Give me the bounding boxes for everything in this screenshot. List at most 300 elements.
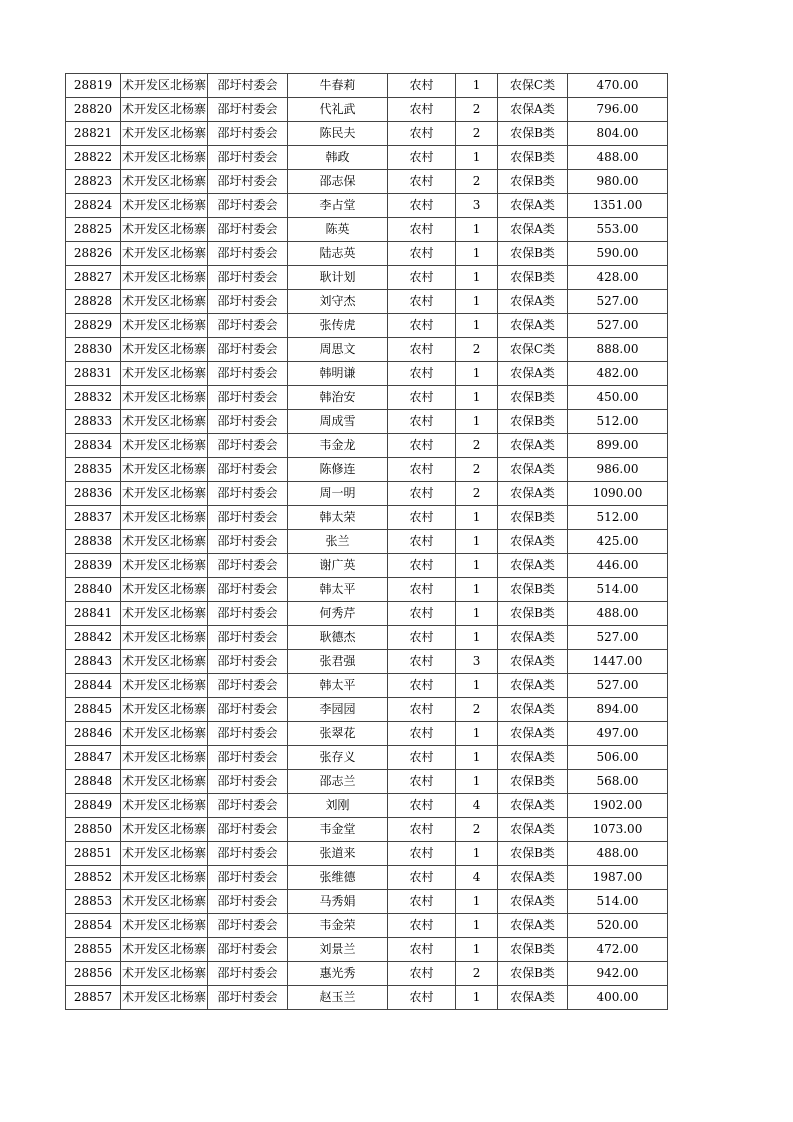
- cell-count: 3: [456, 194, 498, 218]
- cell-name: 韦金龙: [288, 434, 388, 458]
- cell-count: 1: [456, 626, 498, 650]
- cell-village: 邵圩村委会: [208, 242, 288, 266]
- cell-amount: 512.00: [568, 410, 668, 434]
- cell-id: 28850: [66, 818, 121, 842]
- cell-count: 1: [456, 842, 498, 866]
- cell-type: 农村: [388, 122, 456, 146]
- cell-district: 术开发区北杨寨: [121, 362, 208, 386]
- cell-count: 1: [456, 242, 498, 266]
- cell-amount: 942.00: [568, 962, 668, 986]
- cell-name: 张君强: [288, 650, 388, 674]
- cell-district: 术开发区北杨寨: [121, 626, 208, 650]
- cell-amount: 980.00: [568, 170, 668, 194]
- table-row: [66, 650, 668, 674]
- cell-district: 术开发区北杨寨: [121, 146, 208, 170]
- cell-type: 农村: [388, 482, 456, 506]
- cell-village: 邵圩村委会: [208, 194, 288, 218]
- cell-type: 农村: [388, 986, 456, 1010]
- cell-id: 28848: [66, 770, 121, 794]
- cell-count: 1: [456, 146, 498, 170]
- cell-id: 28854: [66, 914, 121, 938]
- cell-type: 农村: [388, 434, 456, 458]
- cell-type: 农村: [388, 458, 456, 482]
- table-row: [66, 458, 668, 482]
- table-row: [66, 410, 668, 434]
- cell-amount: 894.00: [568, 698, 668, 722]
- cell-count: 1: [456, 602, 498, 626]
- table-row: [66, 602, 668, 626]
- cell-id: 28841: [66, 602, 121, 626]
- cell-id: 28840: [66, 578, 121, 602]
- cell-id: 28834: [66, 434, 121, 458]
- table-row: [66, 290, 668, 314]
- cell-village: 邵圩村委会: [208, 962, 288, 986]
- table-row: [66, 98, 668, 122]
- cell-type: 农村: [388, 362, 456, 386]
- cell-amount: 568.00: [568, 770, 668, 794]
- cell-name: 耿计划: [288, 266, 388, 290]
- cell-amount: 428.00: [568, 266, 668, 290]
- cell-type: 农村: [388, 722, 456, 746]
- records-table: [65, 73, 668, 1010]
- table-row: [66, 890, 668, 914]
- cell-name: 张兰: [288, 530, 388, 554]
- cell-village: 邵圩村委会: [208, 866, 288, 890]
- cell-village: 邵圩村委会: [208, 98, 288, 122]
- table-row: [66, 914, 668, 938]
- cell-amount: 488.00: [568, 842, 668, 866]
- cell-district: 术开发区北杨寨: [121, 602, 208, 626]
- cell-amount: 450.00: [568, 386, 668, 410]
- cell-name: 韦金荣: [288, 914, 388, 938]
- cell-village: 邵圩村委会: [208, 914, 288, 938]
- cell-village: 邵圩村委会: [208, 986, 288, 1010]
- cell-amount: 590.00: [568, 242, 668, 266]
- cell-count: 1: [456, 554, 498, 578]
- cell-district: 术开发区北杨寨: [121, 314, 208, 338]
- cell-village: 邵圩村委会: [208, 362, 288, 386]
- cell-village: 邵圩村委会: [208, 74, 288, 98]
- cell-amount: 899.00: [568, 434, 668, 458]
- cell-category: 农保A类: [498, 458, 568, 482]
- table-row: [66, 218, 668, 242]
- cell-type: 农村: [388, 746, 456, 770]
- cell-count: 1: [456, 506, 498, 530]
- cell-district: 术开发区北杨寨: [121, 746, 208, 770]
- cell-village: 邵圩村委会: [208, 386, 288, 410]
- cell-type: 农村: [388, 650, 456, 674]
- cell-district: 术开发区北杨寨: [121, 914, 208, 938]
- cell-amount: 488.00: [568, 602, 668, 626]
- cell-name: 牛春莉: [288, 74, 388, 98]
- cell-district: 术开发区北杨寨: [121, 386, 208, 410]
- cell-amount: 796.00: [568, 98, 668, 122]
- cell-village: 邵圩村委会: [208, 290, 288, 314]
- cell-type: 农村: [388, 506, 456, 530]
- cell-category: 农保B类: [498, 122, 568, 146]
- cell-type: 农村: [388, 530, 456, 554]
- cell-type: 农村: [388, 602, 456, 626]
- cell-village: 邵圩村委会: [208, 122, 288, 146]
- cell-category: 农保B类: [498, 842, 568, 866]
- cell-amount: 482.00: [568, 362, 668, 386]
- cell-name: 李园园: [288, 698, 388, 722]
- cell-type: 农村: [388, 242, 456, 266]
- cell-category: 农保A类: [498, 290, 568, 314]
- table-row: [66, 746, 668, 770]
- cell-district: 术开发区北杨寨: [121, 74, 208, 98]
- table-row: [66, 698, 668, 722]
- cell-amount: 472.00: [568, 938, 668, 962]
- cell-name: 邵志兰: [288, 770, 388, 794]
- cell-name: 韩治安: [288, 386, 388, 410]
- cell-category: 农保A类: [498, 650, 568, 674]
- cell-type: 农村: [388, 842, 456, 866]
- cell-id: 28822: [66, 146, 121, 170]
- cell-name: 谢广英: [288, 554, 388, 578]
- cell-id: 28828: [66, 290, 121, 314]
- cell-category: 农保B类: [498, 578, 568, 602]
- cell-amount: 520.00: [568, 914, 668, 938]
- cell-count: 1: [456, 74, 498, 98]
- cell-name: 周一明: [288, 482, 388, 506]
- cell-id: 28826: [66, 242, 121, 266]
- cell-count: 2: [456, 434, 498, 458]
- table-row: [66, 986, 668, 1010]
- cell-district: 术开发区北杨寨: [121, 554, 208, 578]
- cell-id: 28819: [66, 74, 121, 98]
- cell-type: 农村: [388, 410, 456, 434]
- cell-category: 农保A类: [498, 194, 568, 218]
- cell-type: 农村: [388, 218, 456, 242]
- cell-village: 邵圩村委会: [208, 794, 288, 818]
- cell-count: 4: [456, 794, 498, 818]
- cell-name: 刘守杰: [288, 290, 388, 314]
- cell-village: 邵圩村委会: [208, 266, 288, 290]
- cell-name: 陆志英: [288, 242, 388, 266]
- cell-count: 1: [456, 722, 498, 746]
- cell-category: 农保B类: [498, 938, 568, 962]
- cell-category: 农保A类: [498, 866, 568, 890]
- cell-name: 李占堂: [288, 194, 388, 218]
- cell-amount: 1987.00: [568, 866, 668, 890]
- cell-name: 代礼武: [288, 98, 388, 122]
- cell-amount: 1351.00: [568, 194, 668, 218]
- cell-name: 周思文: [288, 338, 388, 362]
- table-row: [66, 74, 668, 98]
- cell-count: 2: [456, 698, 498, 722]
- cell-district: 术开发区北杨寨: [121, 194, 208, 218]
- cell-district: 术开发区北杨寨: [121, 794, 208, 818]
- cell-village: 邵圩村委会: [208, 314, 288, 338]
- cell-village: 邵圩村委会: [208, 410, 288, 434]
- cell-village: 邵圩村委会: [208, 482, 288, 506]
- table-row: [66, 362, 668, 386]
- table-row: [66, 170, 668, 194]
- cell-category: 农保A类: [498, 722, 568, 746]
- cell-name: 韩太平: [288, 578, 388, 602]
- cell-district: 术开发区北杨寨: [121, 266, 208, 290]
- cell-id: 28825: [66, 218, 121, 242]
- cell-district: 术开发区北杨寨: [121, 458, 208, 482]
- cell-village: 邵圩村委会: [208, 818, 288, 842]
- cell-type: 农村: [388, 962, 456, 986]
- cell-type: 农村: [388, 626, 456, 650]
- table-row: [66, 938, 668, 962]
- cell-category: 农保B类: [498, 506, 568, 530]
- cell-category: 农保B类: [498, 242, 568, 266]
- table-row: [66, 818, 668, 842]
- cell-count: 1: [456, 266, 498, 290]
- cell-id: 28844: [66, 674, 121, 698]
- cell-name: 陈民夫: [288, 122, 388, 146]
- cell-district: 术开发区北杨寨: [121, 962, 208, 986]
- cell-count: 2: [456, 170, 498, 194]
- cell-district: 术开发区北杨寨: [121, 242, 208, 266]
- cell-district: 术开发区北杨寨: [121, 890, 208, 914]
- cell-type: 农村: [388, 938, 456, 962]
- cell-id: 28847: [66, 746, 121, 770]
- cell-count: 2: [456, 962, 498, 986]
- cell-category: 农保A类: [498, 362, 568, 386]
- cell-village: 邵圩村委会: [208, 650, 288, 674]
- cell-district: 术开发区北杨寨: [121, 578, 208, 602]
- cell-id: 28843: [66, 650, 121, 674]
- cell-count: 2: [456, 122, 498, 146]
- cell-id: 28835: [66, 458, 121, 482]
- cell-type: 农村: [388, 770, 456, 794]
- cell-id: 28833: [66, 410, 121, 434]
- cell-count: 1: [456, 362, 498, 386]
- table-row: [66, 794, 668, 818]
- cell-village: 邵圩村委会: [208, 698, 288, 722]
- cell-district: 术开发区北杨寨: [121, 818, 208, 842]
- cell-village: 邵圩村委会: [208, 770, 288, 794]
- cell-name: 韦金堂: [288, 818, 388, 842]
- table-row: [66, 386, 668, 410]
- table-row: [66, 842, 668, 866]
- cell-category: 农保A类: [498, 314, 568, 338]
- cell-district: 术开发区北杨寨: [121, 434, 208, 458]
- cell-amount: 527.00: [568, 626, 668, 650]
- cell-village: 邵圩村委会: [208, 218, 288, 242]
- cell-type: 农村: [388, 386, 456, 410]
- cell-category: 农保A类: [498, 434, 568, 458]
- cell-id: 28832: [66, 386, 121, 410]
- cell-category: 农保C类: [498, 74, 568, 98]
- cell-type: 农村: [388, 578, 456, 602]
- cell-name: 韩太平: [288, 674, 388, 698]
- cell-id: 28846: [66, 722, 121, 746]
- cell-village: 邵圩村委会: [208, 602, 288, 626]
- cell-category: 农保C类: [498, 338, 568, 362]
- cell-id: 28821: [66, 122, 121, 146]
- cell-id: 28831: [66, 362, 121, 386]
- table-row: [66, 314, 668, 338]
- cell-count: 2: [456, 818, 498, 842]
- cell-name: 邵志保: [288, 170, 388, 194]
- cell-count: 1: [456, 914, 498, 938]
- cell-id: 28830: [66, 338, 121, 362]
- cell-district: 术开发区北杨寨: [121, 170, 208, 194]
- cell-id: 28837: [66, 506, 121, 530]
- cell-village: 邵圩村委会: [208, 554, 288, 578]
- table-row: [66, 242, 668, 266]
- cell-amount: 527.00: [568, 314, 668, 338]
- cell-category: 农保A类: [498, 554, 568, 578]
- cell-id: 28836: [66, 482, 121, 506]
- cell-count: 1: [456, 890, 498, 914]
- cell-district: 术开发区北杨寨: [121, 866, 208, 890]
- cell-count: 1: [456, 410, 498, 434]
- cell-count: 2: [456, 338, 498, 362]
- cell-district: 术开发区北杨寨: [121, 842, 208, 866]
- cell-id: 28823: [66, 170, 121, 194]
- cell-category: 农保B类: [498, 770, 568, 794]
- cell-count: 1: [456, 290, 498, 314]
- cell-type: 农村: [388, 818, 456, 842]
- cell-name: 张翠花: [288, 722, 388, 746]
- cell-name: 韩明谦: [288, 362, 388, 386]
- cell-count: 1: [456, 674, 498, 698]
- table-row: [66, 626, 668, 650]
- cell-type: 农村: [388, 338, 456, 362]
- table-row: [66, 722, 668, 746]
- cell-name: 张道来: [288, 842, 388, 866]
- cell-id: 28853: [66, 890, 121, 914]
- cell-category: 农保A类: [498, 818, 568, 842]
- table-row: [66, 434, 668, 458]
- cell-village: 邵圩村委会: [208, 626, 288, 650]
- cell-name: 韩政: [288, 146, 388, 170]
- cell-amount: 506.00: [568, 746, 668, 770]
- cell-name: 张存义: [288, 746, 388, 770]
- table-row: [66, 146, 668, 170]
- cell-id: 28857: [66, 986, 121, 1010]
- cell-district: 术开发区北杨寨: [121, 986, 208, 1010]
- cell-category: 农保B类: [498, 170, 568, 194]
- cell-district: 术开发区北杨寨: [121, 122, 208, 146]
- cell-count: 2: [456, 482, 498, 506]
- cell-village: 邵圩村委会: [208, 578, 288, 602]
- cell-amount: 888.00: [568, 338, 668, 362]
- cell-amount: 1447.00: [568, 650, 668, 674]
- cell-category: 农保B类: [498, 266, 568, 290]
- cell-type: 农村: [388, 98, 456, 122]
- cell-village: 邵圩村委会: [208, 890, 288, 914]
- cell-category: 农保A类: [498, 218, 568, 242]
- cell-id: 28839: [66, 554, 121, 578]
- table-row: [66, 962, 668, 986]
- cell-count: 1: [456, 986, 498, 1010]
- cell-district: 术开发区北杨寨: [121, 482, 208, 506]
- cell-type: 农村: [388, 194, 456, 218]
- cell-district: 术开发区北杨寨: [121, 98, 208, 122]
- cell-district: 术开发区北杨寨: [121, 722, 208, 746]
- cell-amount: 553.00: [568, 218, 668, 242]
- cell-name: 刘刚: [288, 794, 388, 818]
- cell-amount: 512.00: [568, 506, 668, 530]
- table-row: [66, 578, 668, 602]
- cell-category: 农保B类: [498, 962, 568, 986]
- cell-type: 农村: [388, 314, 456, 338]
- cell-count: 1: [456, 530, 498, 554]
- cell-id: 28824: [66, 194, 121, 218]
- table-row: [66, 674, 668, 698]
- cell-category: 农保B类: [498, 146, 568, 170]
- cell-amount: 986.00: [568, 458, 668, 482]
- cell-type: 农村: [388, 890, 456, 914]
- cell-category: 农保A类: [498, 890, 568, 914]
- cell-type: 农村: [388, 674, 456, 698]
- table-row: [66, 506, 668, 530]
- cell-name: 刘景兰: [288, 938, 388, 962]
- cell-village: 邵圩村委会: [208, 434, 288, 458]
- cell-name: 周成雪: [288, 410, 388, 434]
- cell-amount: 488.00: [568, 146, 668, 170]
- cell-category: 农保A类: [498, 794, 568, 818]
- cell-village: 邵圩村委会: [208, 938, 288, 962]
- cell-name: 韩太荣: [288, 506, 388, 530]
- cell-district: 术开发区北杨寨: [121, 290, 208, 314]
- cell-category: 农保A类: [498, 98, 568, 122]
- cell-count: 1: [456, 578, 498, 602]
- cell-id: 28842: [66, 626, 121, 650]
- cell-district: 术开发区北杨寨: [121, 674, 208, 698]
- table-row: [66, 482, 668, 506]
- cell-district: 术开发区北杨寨: [121, 338, 208, 362]
- cell-count: 4: [456, 866, 498, 890]
- cell-count: 1: [456, 770, 498, 794]
- cell-id: 28845: [66, 698, 121, 722]
- cell-amount: 1090.00: [568, 482, 668, 506]
- cell-category: 农保A类: [498, 530, 568, 554]
- cell-category: 农保B类: [498, 386, 568, 410]
- records-table-body: [66, 74, 668, 1010]
- cell-amount: 1902.00: [568, 794, 668, 818]
- table-row: [66, 194, 668, 218]
- cell-amount: 514.00: [568, 578, 668, 602]
- cell-type: 农村: [388, 74, 456, 98]
- table-row: [66, 554, 668, 578]
- cell-type: 农村: [388, 146, 456, 170]
- cell-village: 邵圩村委会: [208, 458, 288, 482]
- cell-type: 农村: [388, 554, 456, 578]
- cell-id: 28856: [66, 962, 121, 986]
- cell-category: 农保A类: [498, 698, 568, 722]
- cell-village: 邵圩村委会: [208, 338, 288, 362]
- cell-name: 陈英: [288, 218, 388, 242]
- cell-count: 1: [456, 314, 498, 338]
- cell-village: 邵圩村委会: [208, 530, 288, 554]
- cell-type: 农村: [388, 866, 456, 890]
- table-row: [66, 338, 668, 362]
- cell-category: 农保B类: [498, 410, 568, 434]
- cell-district: 术开发区北杨寨: [121, 530, 208, 554]
- cell-district: 术开发区北杨寨: [121, 506, 208, 530]
- cell-name: 何秀芹: [288, 602, 388, 626]
- cell-name: 赵玉兰: [288, 986, 388, 1010]
- cell-amount: 470.00: [568, 74, 668, 98]
- cell-district: 术开发区北杨寨: [121, 698, 208, 722]
- cell-amount: 497.00: [568, 722, 668, 746]
- cell-category: 农保A类: [498, 482, 568, 506]
- table-row: [66, 266, 668, 290]
- cell-id: 28852: [66, 866, 121, 890]
- cell-count: 1: [456, 746, 498, 770]
- cell-amount: 1073.00: [568, 818, 668, 842]
- cell-amount: 527.00: [568, 290, 668, 314]
